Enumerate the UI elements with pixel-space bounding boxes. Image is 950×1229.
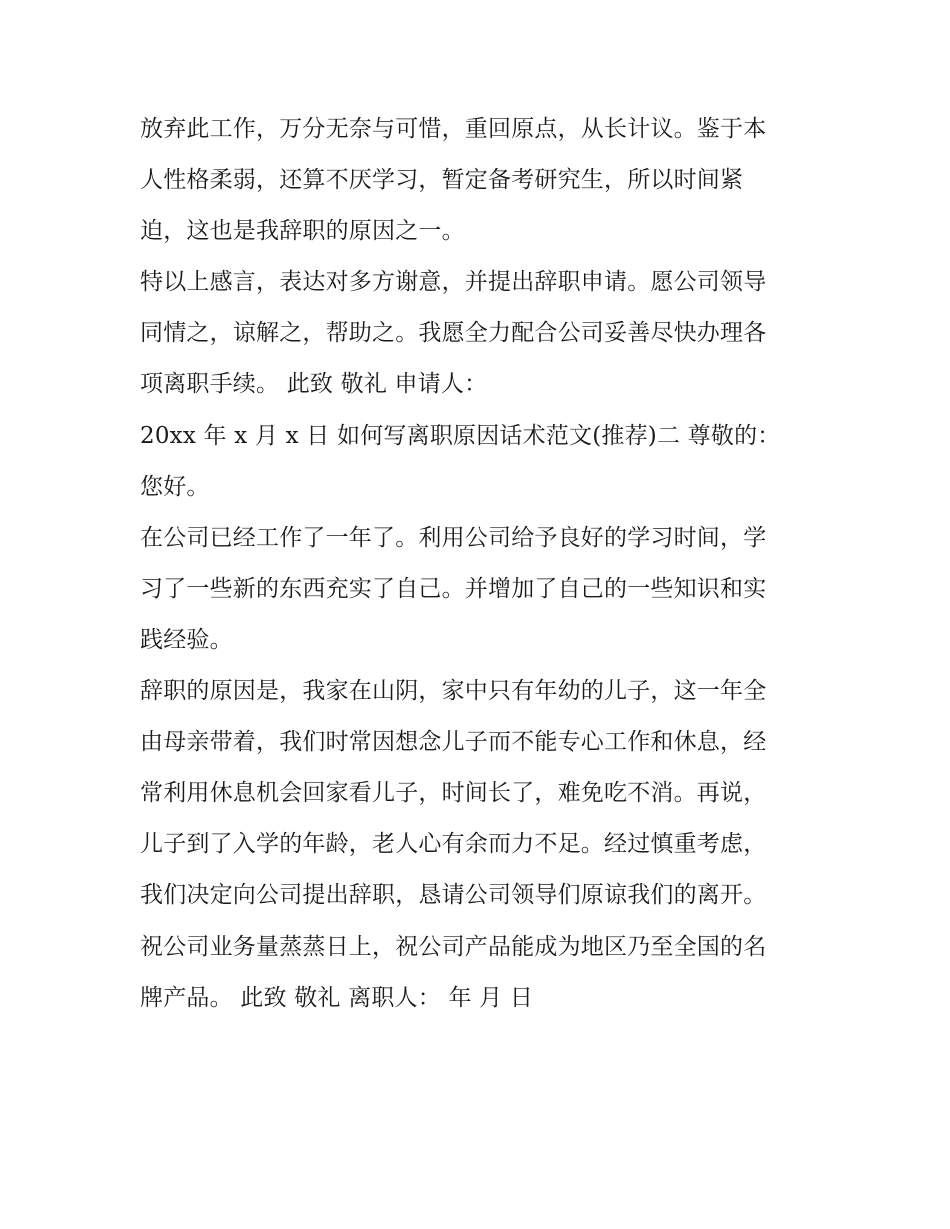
text-line: 常利用休息机会回家看儿子，时间长了，难免吃不消。再说， — [140, 780, 767, 807]
text-line: 习了一些新的东西充实了自己。并增加了自己的一些知识和实 — [140, 575, 767, 602]
text-line: 人性格柔弱，还算不厌学习，暂定备考研究生，所以时间紧 — [140, 167, 744, 194]
text-line: 同情之，谅解之，帮助之。我愿全力配合公司妥善尽快办理各 — [140, 320, 767, 347]
text-line: 辞职的原因是，我家在山阴，家中只有年幼的儿子，这一年全 — [140, 678, 767, 705]
text-line: 在公司已经工作了一年了。利用公司给予良好的学习时间，学 — [140, 524, 767, 551]
text-line: 由母亲带着，我们时常因想念儿子而不能专心工作和休息，经 — [140, 729, 767, 756]
text-line: 我们决定向公司提出辞职，恳请公司领导们原谅我们的离开。 — [140, 882, 767, 909]
text-line: 项离职手续。 此致 敬礼 申请人： — [140, 371, 488, 398]
text-line: 践经验。 — [140, 626, 233, 653]
text-line: 您好。 — [140, 473, 210, 500]
document-body — [140, 107, 840, 1027]
text-line: 特以上感言，表达对多方谢意，并提出辞职申请。愿公司领导 — [140, 269, 767, 296]
text-line: 迫，这也是我辞职的原因之一。 — [140, 218, 465, 245]
text-line: 儿子到了入学的年龄，老人心有余而力不足。经过慎重考虑， — [140, 831, 767, 858]
text-line: 20xx 年 x 月 x 日 如何写离职原因话术范文(推荐)二 尊敬的： — [140, 422, 781, 449]
text-line: 放弃此工作，万分无奈与可惜，重回原点，从长计议。鉴于本 — [140, 116, 767, 142]
text-line: 牌产品。 此致 敬礼 离职人： 年 月 日 — [140, 984, 534, 1011]
text-line: 祝公司业务量蒸蒸日上，祝公司产品能成为地区乃至全国的名 — [140, 933, 767, 960]
